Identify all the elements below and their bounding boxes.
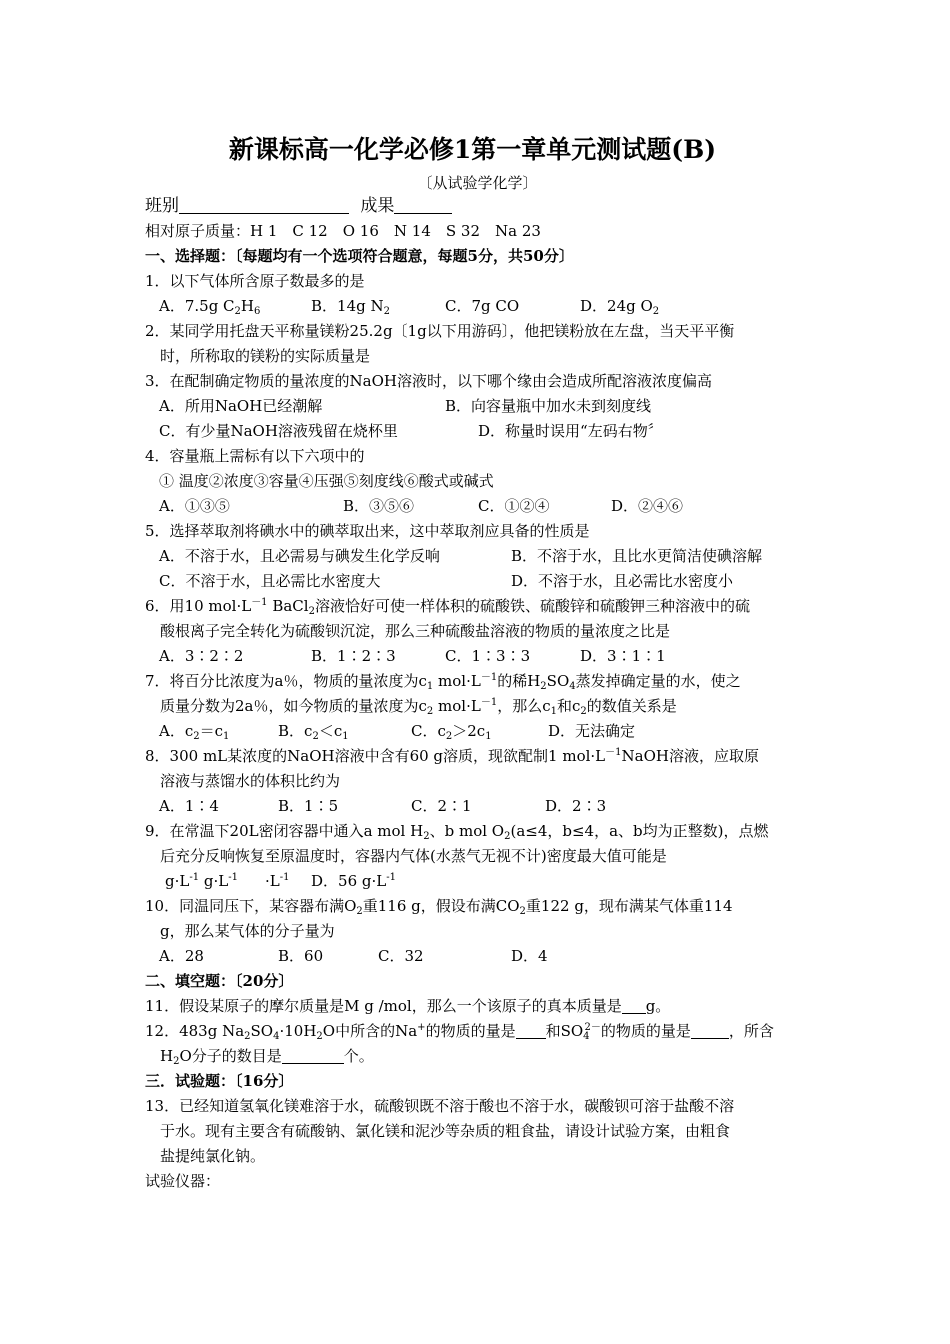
document-page — [145, 130, 810, 1194]
q9-option-a[interactable]: $g\cdot L^{-1}$ $g\cdot L^{-1}$ — [165, 872, 238, 890]
q12-blank-so4[interactable] — [691, 1022, 729, 1039]
q1-option-a[interactable]: A．7.5g $C_2H_6$ — [159, 297, 261, 317]
q4-stem: 4．容量瓶上需标有以下六项中的 — [145, 447, 365, 465]
q13-text-3: 盐提纯氯化钠。 — [160, 1147, 266, 1165]
q5-option-d[interactable]: D．不溶于水，且必需比水密度小 — [511, 572, 734, 590]
q7-stem: 7．将百分比浓度为a％，物质的量浓度为$c_1$ $mol\cdot L^{-1}$的稀$H_2SO_4$蒸发掉确定量的水，使之 — [145, 672, 741, 692]
q4-option-b[interactable]: B．③⑤⑥ — [343, 497, 415, 515]
q7-option-a[interactable]: A．$c_2=c_1$ — [159, 722, 230, 742]
section3-heading: 三．试验题：〔16分〕 — [145, 1072, 294, 1090]
class-blank[interactable] — [179, 197, 349, 214]
q6-option-b[interactable]: B．1∶2∶3 — [311, 647, 396, 665]
q1-option-d[interactable]: D．24g $O_2$ — [580, 297, 660, 317]
q7-options — [145, 719, 810, 744]
q8-option-d[interactable]: D．2∶3 — [545, 797, 607, 815]
q8-option-c[interactable]: C．2∶1 — [411, 797, 472, 815]
class-score-line — [145, 194, 810, 219]
q5-option-a[interactable]: A．不溶于水，且必需易与碘发生化学反响 — [159, 547, 440, 565]
page-subtitle: 〔从试验学化学〕 — [417, 174, 538, 192]
section2-heading: 二、填空题：〔20分〕 — [145, 972, 294, 990]
q10-stem: 10．同温同压下，某容器布满$O_2$重116 g，假设布满$CO_2$重122 g，现布满某气体重114 — [145, 897, 733, 917]
q4-option-c[interactable]: C．①②④ — [478, 497, 550, 515]
q2-stem: 2．某同学用托盘天平称量镁粉25.2g〔1g以下用游码〕，他把镁粉放在左盘，当天平平衡 — [145, 322, 735, 340]
q10-option-c[interactable]: C．32 — [378, 947, 424, 965]
q11-blank[interactable] — [622, 997, 646, 1014]
q6-options — [145, 644, 810, 669]
q5-option-c[interactable]: C．不溶于水，且必需比水密度大 — [159, 572, 381, 590]
q1-option-c[interactable]: C．7g CO — [445, 297, 520, 315]
q7-option-c[interactable]: C．$c_2>2c_1$ — [411, 722, 492, 742]
q10-option-a[interactable]: A．28 — [159, 947, 204, 965]
q4-items: ① 温度②浓度③容量④压强⑤刻度线⑥酸式或碱式 — [159, 472, 494, 490]
q3-option-b[interactable]: B．向容量瓶中加水未到刻度线 — [445, 397, 652, 415]
q11-text: 11．假设某原子的摩尔质量是M g /mol，那么一个该原子的真本质量是 g。 — [145, 997, 671, 1015]
q5-options-row2 — [145, 569, 810, 594]
q1-options — [145, 294, 810, 319]
q3-option-d[interactable]: D．称量时误用“左码右物〞 — [478, 422, 663, 440]
q12-text-cont: $H_2O$分子的数目是 个。 — [160, 1047, 374, 1067]
atomic-mass-line: 相对原子质量：H 1 C 12 O 16 N 14 S 32 Na 23 — [145, 222, 541, 240]
q9-option-c[interactable]: $\cdot L^{-1}$ — [265, 872, 290, 890]
q9-stem-cont: 后充分反响恢复至原温度时，容器内气体(水蒸气无视不计)密度最大值可能是 — [160, 847, 667, 865]
q8-stem: 8．300 mL某浓度的NaOH溶液中含有60 g溶质，现欲配制1 $mol\cdot L^{-1}NaOH$溶液，应取原 — [145, 747, 759, 765]
q8-options — [145, 794, 810, 819]
q12-text: 12．483g $Na_2SO_4\cdot 10H_2O$中所含的Na+的物质的量是 和$SO_4^{2-}$的物质的量是 ，所含 — [145, 1022, 774, 1042]
q13-text-1: 13．已经知道氢氧化镁难溶于水，硫酸钡既不溶于酸也不溶于水，碳酸钡可溶于盐酸不溶 — [145, 1097, 735, 1115]
q4-option-d[interactable]: D．②④⑥ — [611, 497, 684, 515]
section1-heading: 一、选择题：〔每题均有一个选项符合题意，每题5分，共50分〕 — [145, 247, 574, 265]
q10-option-b[interactable]: B．60 — [278, 947, 324, 965]
page-title: 新课标高一化学必修1第一章单元测试题(B) — [228, 135, 717, 164]
q10-stem-cont: g，那么某气体的分子量为 — [160, 922, 335, 940]
q3-stem: 3．在配制确定物质的量浓度的NaOH溶液时，以下哪个缘由会造成所配溶液浓度偏高 — [145, 372, 712, 390]
q6-option-a[interactable]: A．3∶2∶2 — [159, 647, 244, 665]
q6-option-c[interactable]: C．1∶3∶3 — [445, 647, 531, 665]
q6-stem: 6．用10 $mol\cdot L^{-1}$ BaCl$_2$溶液恰好可使一样体积的硫酸铁、硫酸锌和硫酸钾三种溶液中的硫 — [145, 597, 750, 617]
q5-option-b[interactable]: B．不溶于水，且比水更简洁使碘溶解 — [511, 547, 763, 565]
q8-option-a[interactable]: A．1∶4 — [159, 797, 219, 815]
q4-option-a[interactable]: A．①③⑤ — [159, 497, 230, 515]
q10-options — [145, 944, 810, 969]
q10-option-d[interactable]: D．4 — [511, 947, 548, 965]
q7-stem-cont: 质量分数为2a％，如今物质的量浓度为$c_2$ $mol\cdot L^{-1}$，那么$c_1$和$c_2$的数值关系是 — [160, 697, 677, 717]
q3-options-row1 — [145, 394, 810, 419]
q5-options-row1 — [145, 544, 810, 569]
q7-option-b[interactable]: B．$c_2<c_1$ — [278, 722, 349, 742]
q1-option-b[interactable]: B．14g $N_2$ — [311, 297, 390, 317]
q12-blank-na[interactable] — [516, 1022, 546, 1039]
q9-option-d[interactable]: D．56 $g\cdot L^{-1}$ — [311, 872, 396, 890]
q6-option-d[interactable]: D．3∶1∶1 — [580, 647, 666, 665]
score-blank[interactable] — [394, 197, 452, 214]
class-label: 班别 — [145, 196, 179, 216]
q1-stem: 1．以下气体所含原子数最多的是 — [145, 272, 365, 290]
q7-option-d[interactable]: D．无法确定 — [548, 722, 636, 740]
q6-stem-cont: 酸根离子完全转化为硫酸钡沉淀，那么三种硫酸盐溶液的物质的量浓度之比是 — [160, 622, 671, 640]
q8-stem-cont: 溶液与蒸馏水的体积比约为 — [160, 772, 341, 790]
q2-stem-cont: 时，所称取的镁粉的实际质量是 — [160, 347, 371, 365]
q3-option-c[interactable]: C．有少量NaOH溶液残留在烧杯里 — [159, 422, 398, 440]
score-label: 成果 — [360, 196, 395, 216]
apparatus-label: 试验仪器： — [145, 1172, 221, 1190]
q4-options — [145, 494, 810, 519]
q8-option-b[interactable]: B．1∶5 — [278, 797, 339, 815]
q9-options — [145, 869, 810, 894]
q13-text-2: 于水。现有主要含有硫酸钠、氯化镁和泥沙等杂质的粗食盐，请设计试验方案，由粗食 — [160, 1122, 731, 1140]
q3-option-a[interactable]: A．所用NaOH已经潮解 — [159, 397, 323, 415]
q9-stem: 9．在常温下20L密闭容器中通入a mol $H_2$、b mol $O_2(a\le 4$，b≤4，a、b均为正整数)，点燃 — [145, 822, 769, 842]
q12-blank-h2o[interactable] — [282, 1047, 344, 1064]
q5-stem: 5．选择萃取剂将碘水中的碘萃取出来，这中萃取剂应具备的性质是 — [145, 522, 590, 540]
q3-options-row2 — [145, 419, 810, 444]
